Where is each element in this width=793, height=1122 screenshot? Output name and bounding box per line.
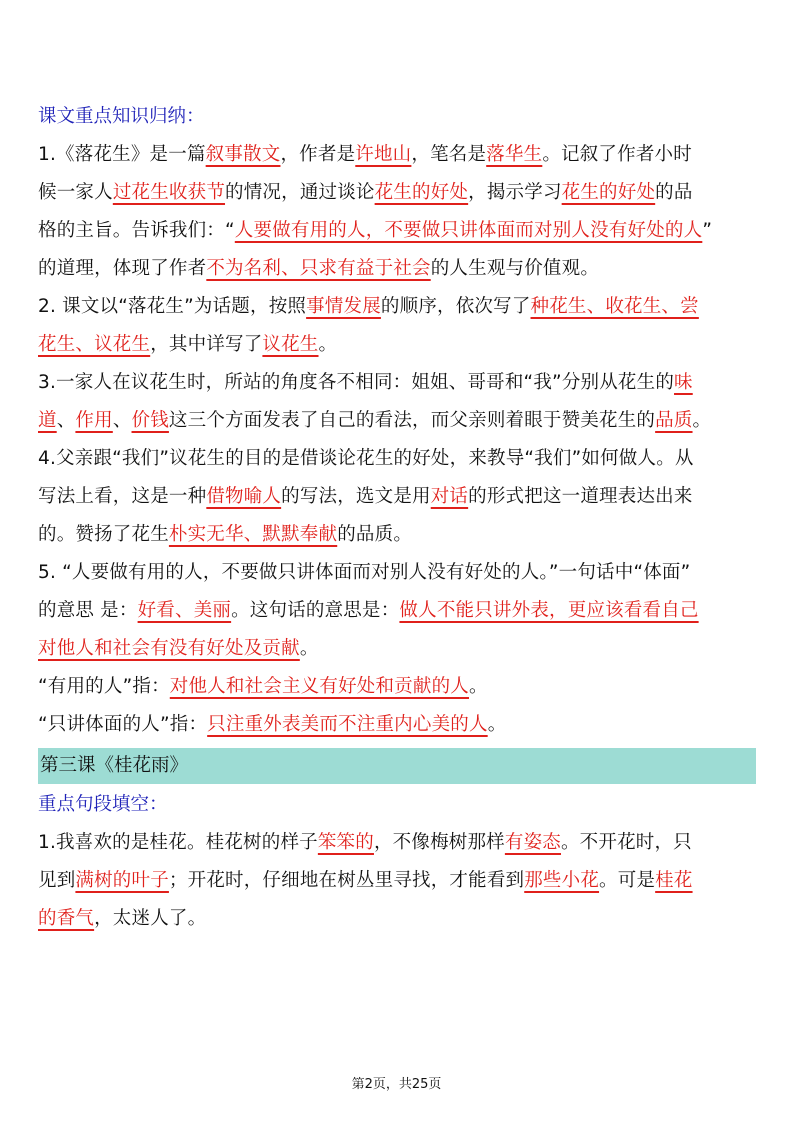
item5-line3 [38, 630, 756, 668]
page-footer: 第2页，共25页 [351, 1077, 442, 1092]
answer-blank: 许地山 [355, 144, 412, 165]
text: ，其中详写了 [150, 334, 263, 355]
text: 。 [487, 714, 507, 735]
answer-blank: 朴实无华、默默奉献 [168, 524, 338, 545]
item1-line4 [38, 250, 756, 288]
text: ” [702, 220, 713, 241]
answer-blank: 花生的好处 [374, 182, 469, 203]
item3-line1 [38, 364, 756, 402]
text: 的人生观与价值观。 [430, 258, 600, 279]
text: 1.《落花生》是一篇 [38, 144, 206, 165]
lesson3-heading: 重点句段填空： [38, 794, 168, 815]
item1-line2 [38, 174, 756, 212]
answer-blank: 的香气 [38, 908, 95, 929]
text: 。 [468, 676, 488, 697]
lesson3-item1-line1 [38, 824, 756, 862]
answer-blank: 不为名利、只求有益于社会 [206, 258, 431, 279]
text: 的。赞扬了花生 [38, 524, 169, 545]
answer-blank: 种花生、收花生、尝 [530, 296, 699, 317]
answer-blank: 对他人和社会主义有好处和贡献的人 [169, 676, 469, 697]
item4-line2 [38, 478, 756, 516]
lesson3-item1-line3 [38, 900, 756, 938]
text: 见到 [38, 870, 76, 891]
text: ；开花时，仔细地在树丛里寻找，才能看到 [168, 870, 525, 891]
answer-blank: 那些小花 [524, 870, 600, 891]
answer-blank: 做人不能只讲外表，更应该看看自己 [399, 600, 699, 621]
text: “有用的人”指： [38, 676, 170, 697]
text: 这三个方面发表了自己的看法，而父亲则着眼于赞美花生的 [168, 410, 656, 431]
text: 的情况，通过谈论 [225, 182, 375, 203]
text: 1.我喜欢的是桂花。桂花树的样子 [38, 832, 318, 853]
text: ，揭示学习 [468, 182, 562, 203]
text: ，笔名是 [411, 144, 487, 165]
text: 的品质。 [337, 524, 413, 545]
item1-line1 [38, 136, 756, 174]
answer-blank: 花生的好处 [561, 182, 656, 203]
item5-line4 [38, 668, 756, 706]
lesson3-item1-line2 [38, 862, 756, 900]
answer-blank: 对话 [430, 486, 469, 507]
item5-line1 [38, 554, 756, 592]
text: 。记叙了作者小时 [542, 144, 692, 165]
text: 的写法，选文是用 [281, 486, 431, 507]
item5-line2 [38, 592, 756, 630]
text: 4.父亲跟“我们”议花生的目的是借谈论花生的好处，来教导“我们”如何做人。从 [38, 448, 694, 469]
answer-blank: 人要做有用的人，不要做只讲体面而对别人没有好处的人 [234, 220, 703, 241]
text: 。 [318, 334, 338, 355]
answer-blank: 借物喻人 [206, 486, 282, 507]
item1-line3 [38, 212, 756, 250]
text: 2. 课文以“落花生”为话题，按照 [38, 296, 307, 317]
text: 3.一家人在议花生时，所站的角度各不相同：姐姐、哥哥和“我”分别从花生的 [38, 372, 675, 393]
answer-blank: 味 [674, 372, 693, 393]
answer-blank: 作用 [75, 410, 113, 431]
text: 。可是 [599, 870, 656, 891]
page-content [38, 98, 756, 938]
text: 候一家人 [38, 182, 113, 203]
text: 的顺序，依次写了 [380, 296, 531, 317]
item4-line1 [38, 440, 756, 478]
section-heading: 课文重点知识归纳： [38, 106, 205, 127]
answer-blank: 道 [38, 410, 57, 431]
answer-blank: 只注重外表美而不注重内心美的人 [207, 714, 488, 735]
text: 的意思 是： [38, 600, 138, 621]
text: 格的主旨。告诉我们：“ [38, 220, 235, 241]
text: 。这句话的意思是： [231, 600, 400, 621]
answer-blank: 对他人和社会有没有好处及贡献 [38, 638, 300, 659]
answer-blank: 花生、议花生 [38, 334, 151, 355]
item4-line3 [38, 516, 756, 554]
answer-blank: 叙事散文 [205, 144, 281, 165]
answer-blank: 笨笨的 [317, 832, 374, 853]
item3-line2 [38, 402, 756, 440]
answer-blank: 落华生 [486, 144, 543, 165]
text: 的道理，体现了作者 [38, 258, 207, 279]
answer-blank: 好看、美丽 [137, 600, 232, 621]
answer-blank: 价钱 [131, 410, 169, 431]
text: 写法上看，这是一种 [38, 486, 207, 507]
answer-blank: 议花生 [262, 334, 319, 355]
answer-blank: 事情发展 [306, 296, 381, 317]
item2-line1 [38, 288, 756, 326]
text: 。 [299, 638, 319, 659]
answer-blank: 过花生收获节 [112, 182, 226, 203]
text: 。不开花时，只 [560, 832, 692, 853]
text: 的形式把这一道理表达出来 [468, 486, 693, 507]
answer-blank: 有姿态 [504, 832, 561, 853]
text: 5. “人要做有用的人，不要做只讲体面而对别人没有好处的人。”一句话中“体面” [38, 562, 691, 583]
text: 、 [112, 410, 132, 431]
answer-blank: 桂花 [655, 870, 693, 891]
answer-blank: 满树的叶子 [75, 870, 169, 891]
text: ，不像梅树那样 [373, 832, 505, 853]
text: ，太迷人了。 [94, 908, 207, 929]
answer-blank: 品质 [655, 410, 693, 431]
text: 的品 [655, 182, 693, 203]
text: ，作者是 [280, 144, 356, 165]
lesson3-title-bar: 第三课《桂花雨》 [38, 748, 756, 784]
text: 。 [692, 410, 712, 431]
text: 、 [56, 410, 76, 431]
text: “只讲体面的人”指： [38, 714, 208, 735]
item5-line5 [38, 706, 756, 744]
item2-line2 [38, 326, 756, 364]
